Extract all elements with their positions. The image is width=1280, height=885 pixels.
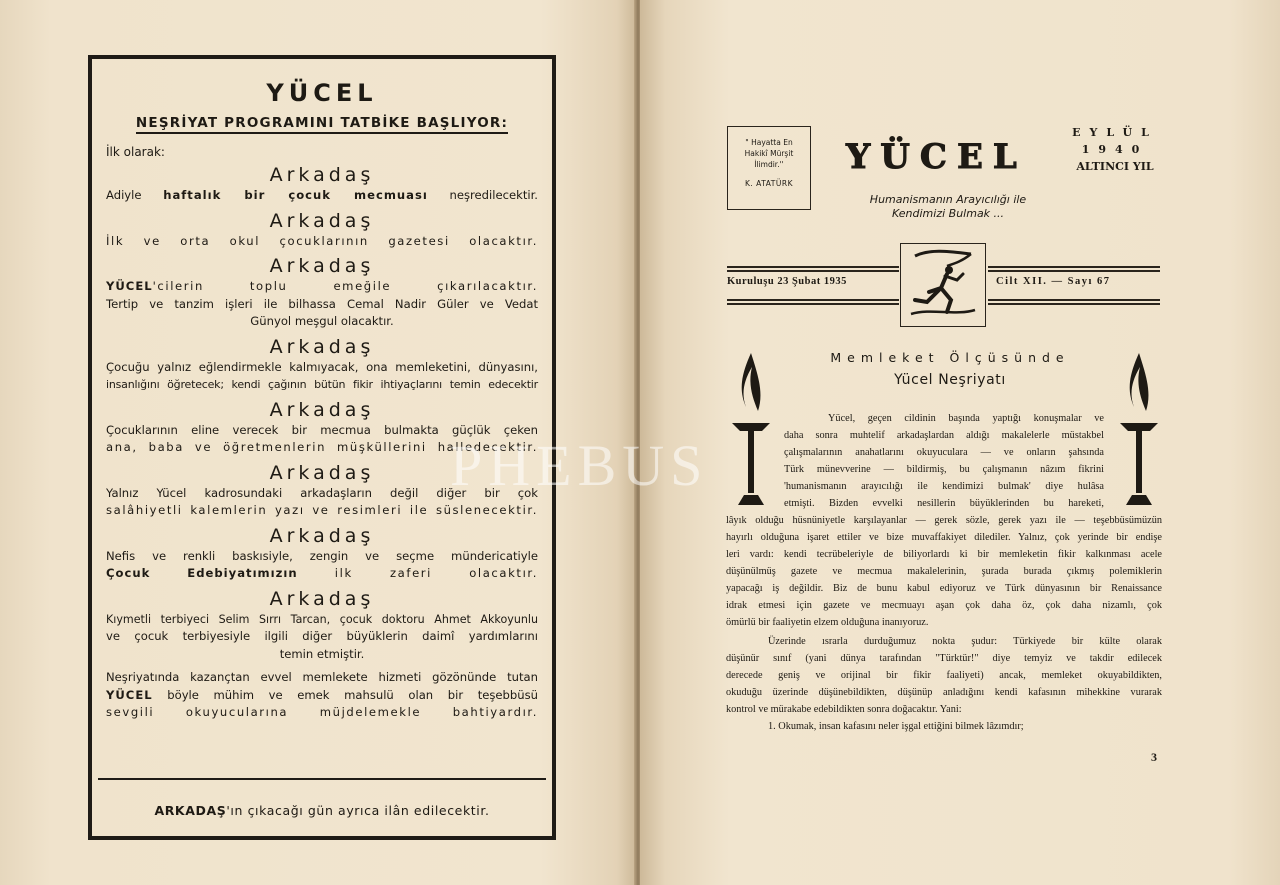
block8-line2: ve çocuk terbiyesiyle ilgili diğer büyüklerin daimî yardımlarını (106, 629, 538, 643)
torch-icon (728, 345, 774, 505)
masthead-logo: YÜCEL (846, 137, 1027, 177)
ad-footer: ARKADAŞ'ın çıkacağı gün ayrıca ilân edilecektir. (154, 803, 490, 818)
torch-icon (1116, 345, 1162, 505)
ad-subtitle: NEŞRİYAT PROGRAMINI TATBİKE BAŞLIYOR: (102, 115, 542, 131)
watermark: PHEBUS (450, 433, 709, 498)
block9-line3: sevgili okuyucularına müjdelemekle bahtiyardır. (106, 705, 538, 719)
quote-line: İlimdir.'' (754, 160, 784, 169)
block6-line1: Yalnız Yücel kadrosundaki arkadaşların değil diğer bir çok (106, 485, 538, 500)
runner-emblem-icon (900, 243, 986, 327)
masthead-rule (988, 303, 1160, 305)
masthead-rule (727, 303, 899, 305)
block8-line1: Kıymetli terbiyeci Selim Sırrı Tarcan, çocuk doktoru Ahmet Akkoyunlu (106, 612, 538, 626)
volume-issue: Cilt XII. — Sayı 67 (996, 276, 1111, 287)
masthead-rule (988, 270, 1160, 272)
arkadas-heading: Arkadaş (269, 255, 375, 277)
masthead-rule (727, 266, 899, 268)
block9-line1: Neşriyatında kazançtan evvel memlekete hizmeti gözönünde tutan (106, 670, 538, 684)
page-number: 3 (1151, 750, 1157, 764)
block7-line2: Çocuk Edebiyatımızın ilk zaferi olacaktır. (106, 566, 538, 580)
block5-line2: ana, baba ve öğretmenlerin müşküllerini halledecektir. (106, 440, 538, 454)
article-paragraph-2: Üzerinde ısrarla durduğumuz nokta şudur: Türkiyede bir külte olarak düşünür sınıf (yani dünya tarafından "Türktür!" diye temyiz ve takdir edilecek derecede geniş ve orijinal bir fikir faaliyeti) ancak, memleket okuyabildikten, okuduğu üzerinde düşünebildikten, düşünüp anladığını kendi kafasının mihekkine vurarak kontrol ve mürakabe edebildikten sonra doğacaktır. Yani: (726, 636, 1162, 715)
masthead-rule (727, 299, 899, 301)
block4-line2: insanlığını öğretecek; kendi çağının bütün fikir ihtiyaçlarını temin edecektir (106, 378, 538, 391)
issue-date (1060, 124, 1170, 175)
founded-date: Kuruluşu 23 Şubat 1935 (727, 276, 847, 287)
article-title: Memleket Ölçüsünde (830, 350, 1070, 365)
quote-attribution: K. ATATÜRK (745, 179, 793, 188)
block9-line2: YÜCEL böyle mühim ve emek mahsulü olan bir teşebbüsü (106, 687, 538, 702)
block5-line1: Çocuklarının eline verecek bir mecmua bulmakta güçlük çeken (106, 422, 538, 437)
footer-divider (98, 778, 546, 780)
block3-line2: Tertip ve tanzim işleri ile bilhassa Cemal Nadir Güler ve Vedat (106, 296, 538, 311)
masthead-rule (988, 299, 1160, 301)
issue-month: EYLÜL (1072, 126, 1158, 139)
article-paragraph-wide: lâyık olduğu hüsnüniyetle karşılayanlar — gerek sözle, gerek yazı ile — teşebbüsümüzün hayırlı olduğuna işaret ettiler ve bize muvaffakiyet dilediler. Yalnız, çok yerinde bir endişe leri vardı: kendi tecrübeleriyle de biliyorlardı ki bir memleketin fikir kalkınması acele düşünülmüş gazete ve mecmua makalelerinin, şurada burada çıkmış polemiklerin yapacağı iş değildir. Biz de bunu kabul ediyoruz ve Türk dünyasının bir Renaissance idrak etmesi için gazete ve mecmuayı aşan çok daha öz, çok daha nizamlı, çok ömürlü bir faaliyetin elzem olduğuna inanıyoruz. (726, 515, 1162, 628)
masthead-rule (988, 266, 1160, 268)
block4-line1: Çocuğu yalnız eğlendirmekle kalmıyacak, ona memleketini, dünyasını, (106, 359, 538, 374)
masthead-tagline: Humanismanın Arayıcılığı ile Kendimizi Bulmak ... (869, 193, 1027, 220)
article-list-item: 1. Okumak, insan kafasını neler işgal ettiğini bilmek lâzımdır; (768, 721, 1024, 732)
block3-line3: Günyol meşgul olacaktır. (250, 314, 394, 328)
block6-line2: salâhiyetli kalemlerin yazı ve resimleri ile süslenecektir. (106, 503, 538, 517)
block7-line1: Nefis ve renkli baskısiyle, zengin ve seçme mündericatiyle (106, 548, 538, 563)
arkadas-heading: Arkadaş (269, 398, 375, 421)
arkadas-heading: Arkadaş (269, 335, 375, 358)
block3-line1: YÜCEL'cilerin toplu emeğile çıkarılacaktır. (106, 279, 538, 293)
arkadas-heading: Arkadaş (269, 209, 375, 232)
block1-line: Adiyle haftalık bir çocuk mecmuası neşredilecektir. (106, 188, 538, 202)
block8-line3: temin etmiştir. (279, 646, 365, 661)
arkadas-heading: Arkadaş (269, 587, 375, 610)
masthead-rule (727, 270, 899, 272)
issue-volume-year: ALTINCI YIL (1076, 160, 1154, 173)
quote-line: " Hayatta En (745, 138, 793, 147)
arkadas-heading: Arkadaş (269, 461, 375, 484)
ad-title: YÜCEL (266, 79, 378, 107)
ad-intro: İlk olarak: (106, 145, 165, 159)
issue-year: 1940 (1081, 143, 1149, 156)
block2-line: İlk ve orta okul çocuklarının gazetesi olacaktır. (106, 233, 538, 248)
arkadas-heading: Arkadaş (269, 524, 375, 547)
article-paragraph-narrow: Yücel, geçen cildinin başında yaptığı konuşmalar ve daha sonra muhtelif arkadaşlardan aldığı makalelerle müstakbel çalışmalarının anahatlarını okuyuculara — ve onların şahsında Türk münevverine — bildirmiş, bu çalışmanın nâzım fikrini 'humanismanın arayıcılığı ile kendimizi bulmak' diye hulâsa etmişti. Bizden evvelki nesillerin büyüklerinden bu hareketi, (784, 413, 1104, 509)
arkadas-heading: Arkadaş (269, 164, 375, 186)
quote-line: Hakikî Mürşit (744, 149, 794, 158)
ataturk-quote-box (727, 126, 811, 210)
article-subtitle: Yücel Neşriyatı (894, 372, 1006, 388)
